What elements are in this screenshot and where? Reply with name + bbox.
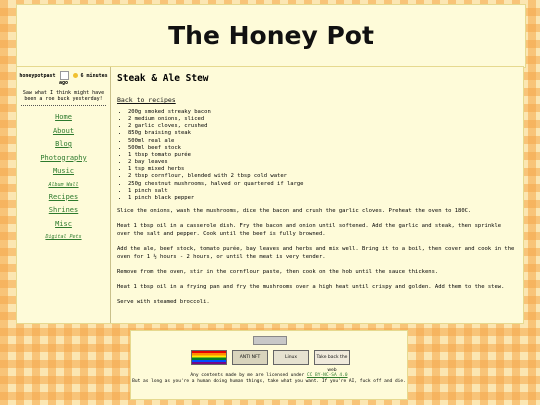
smiley-icon xyxy=(73,73,78,78)
nav-digital-pets[interactable]: Digital Pets xyxy=(45,234,82,240)
nav-recipes[interactable]: Recipes xyxy=(48,192,79,201)
ingredient-item: • 850g braising steak xyxy=(128,130,517,137)
nav-misc[interactable]: Misc xyxy=(55,219,72,228)
nav-shrines[interactable]: Shrines xyxy=(48,206,79,214)
license-link[interactable]: CC BY-NC-SA 4.0 xyxy=(306,373,348,378)
ingredient-item: • 1 pinch black pepper xyxy=(128,195,517,202)
license-note: But as long as you're a human doing human things, take what you want. If you're AI, fuck off and die. xyxy=(132,379,406,384)
recipe-step: Add the ale, beef stock, tomato purée, bay leaves and herbs and mix well. Bring it to a boil, then cover and cook in the oven for 1 ½ hours - 2 hours, or until the meat is very tender. xyxy=(117,246,515,261)
linux-badge[interactable]: Linux xyxy=(273,350,309,365)
pride-flag-badge[interactable] xyxy=(191,350,227,365)
recipe-content xyxy=(117,73,517,313)
site-footer xyxy=(130,330,408,400)
recipe-title: Steak & Ale Stew xyxy=(117,73,209,84)
back-to-recipes-link[interactable]: Back to recipes xyxy=(117,96,176,104)
recipe-step: Heat 1 tbsp oil in a casserole dish. Fry the bacon and onion until softened. Add the garlic and steak, then sprinkle over the salt and pepper. Cook until the beef is fully browned. xyxy=(117,223,502,238)
nav-album-wall[interactable]: Album Wall xyxy=(48,181,79,188)
ingredient-item: • 500ml beef stock xyxy=(128,145,517,152)
status-message: Saw what I think might have been a roe buck yesterday! xyxy=(21,90,106,106)
nav-about[interactable]: About xyxy=(52,126,75,135)
status-widget xyxy=(17,71,110,87)
ingredient-item: • 2 medium onions, sliced xyxy=(128,116,517,123)
recipe-step: Heat 1 tbsp oil in a frying pan and fry the mushrooms over a high heat until crispy and golden. Add them to the stew. xyxy=(117,284,505,291)
nav-music[interactable]: Music xyxy=(52,167,75,175)
recipe-step: Slice the onions, wash the mushrooms, dice the bacon and crush the garlic cloves. Preheat the oven to 180C. xyxy=(117,208,472,215)
avatar[interactable] xyxy=(60,71,69,80)
small-badge[interactable] xyxy=(253,336,287,345)
license-prefix: Any contents made by me are licensed under xyxy=(190,373,307,378)
ingredient-item: • 1 pinch salt xyxy=(128,188,517,195)
ingredient-item: • 1 tbsp tomato purée xyxy=(128,152,517,159)
recipe-step: Remove from the oven, stir in the cornflour paste, then cook on the hob until the sauce thickens. xyxy=(117,269,439,276)
ingredient-item: • 2 tbsp cornflour, blended with 2 tbsp cold water xyxy=(128,173,517,180)
ingredient-item: • 200g smoked streaky bacon xyxy=(128,109,517,116)
site-title: The Honey Pot xyxy=(168,21,374,50)
ingredient-item: • 250g chestnut mushrooms, halved or quartered if large xyxy=(128,181,517,188)
ingredient-item: • 1 tsp mixed herbs xyxy=(128,166,517,173)
ingredient-item: • 2 garlic cloves, crushed xyxy=(128,123,517,130)
status-username[interactable]: honeypotpast xyxy=(19,73,56,79)
recipe-step: Serve with steamed broccoli. xyxy=(117,299,210,306)
take-back-the-web-badge[interactable]: Take back the web xyxy=(314,350,350,365)
anti-nft-badge[interactable]: ANTI NFT xyxy=(232,350,268,365)
nav-photography[interactable]: Photography xyxy=(40,153,87,162)
main-panel xyxy=(16,66,524,324)
ingredient-item: • 2 bay leaves xyxy=(128,159,517,166)
site-header xyxy=(16,4,526,68)
nav-blog[interactable]: Blog xyxy=(55,140,72,148)
ingredients-list xyxy=(117,109,517,202)
sidebar-nav xyxy=(17,111,110,243)
status-time: 6 minutes ago xyxy=(58,73,108,86)
sidebar xyxy=(17,67,111,323)
ingredient-item: • 500ml real ale xyxy=(128,138,517,145)
nav-home[interactable]: Home xyxy=(55,113,72,121)
